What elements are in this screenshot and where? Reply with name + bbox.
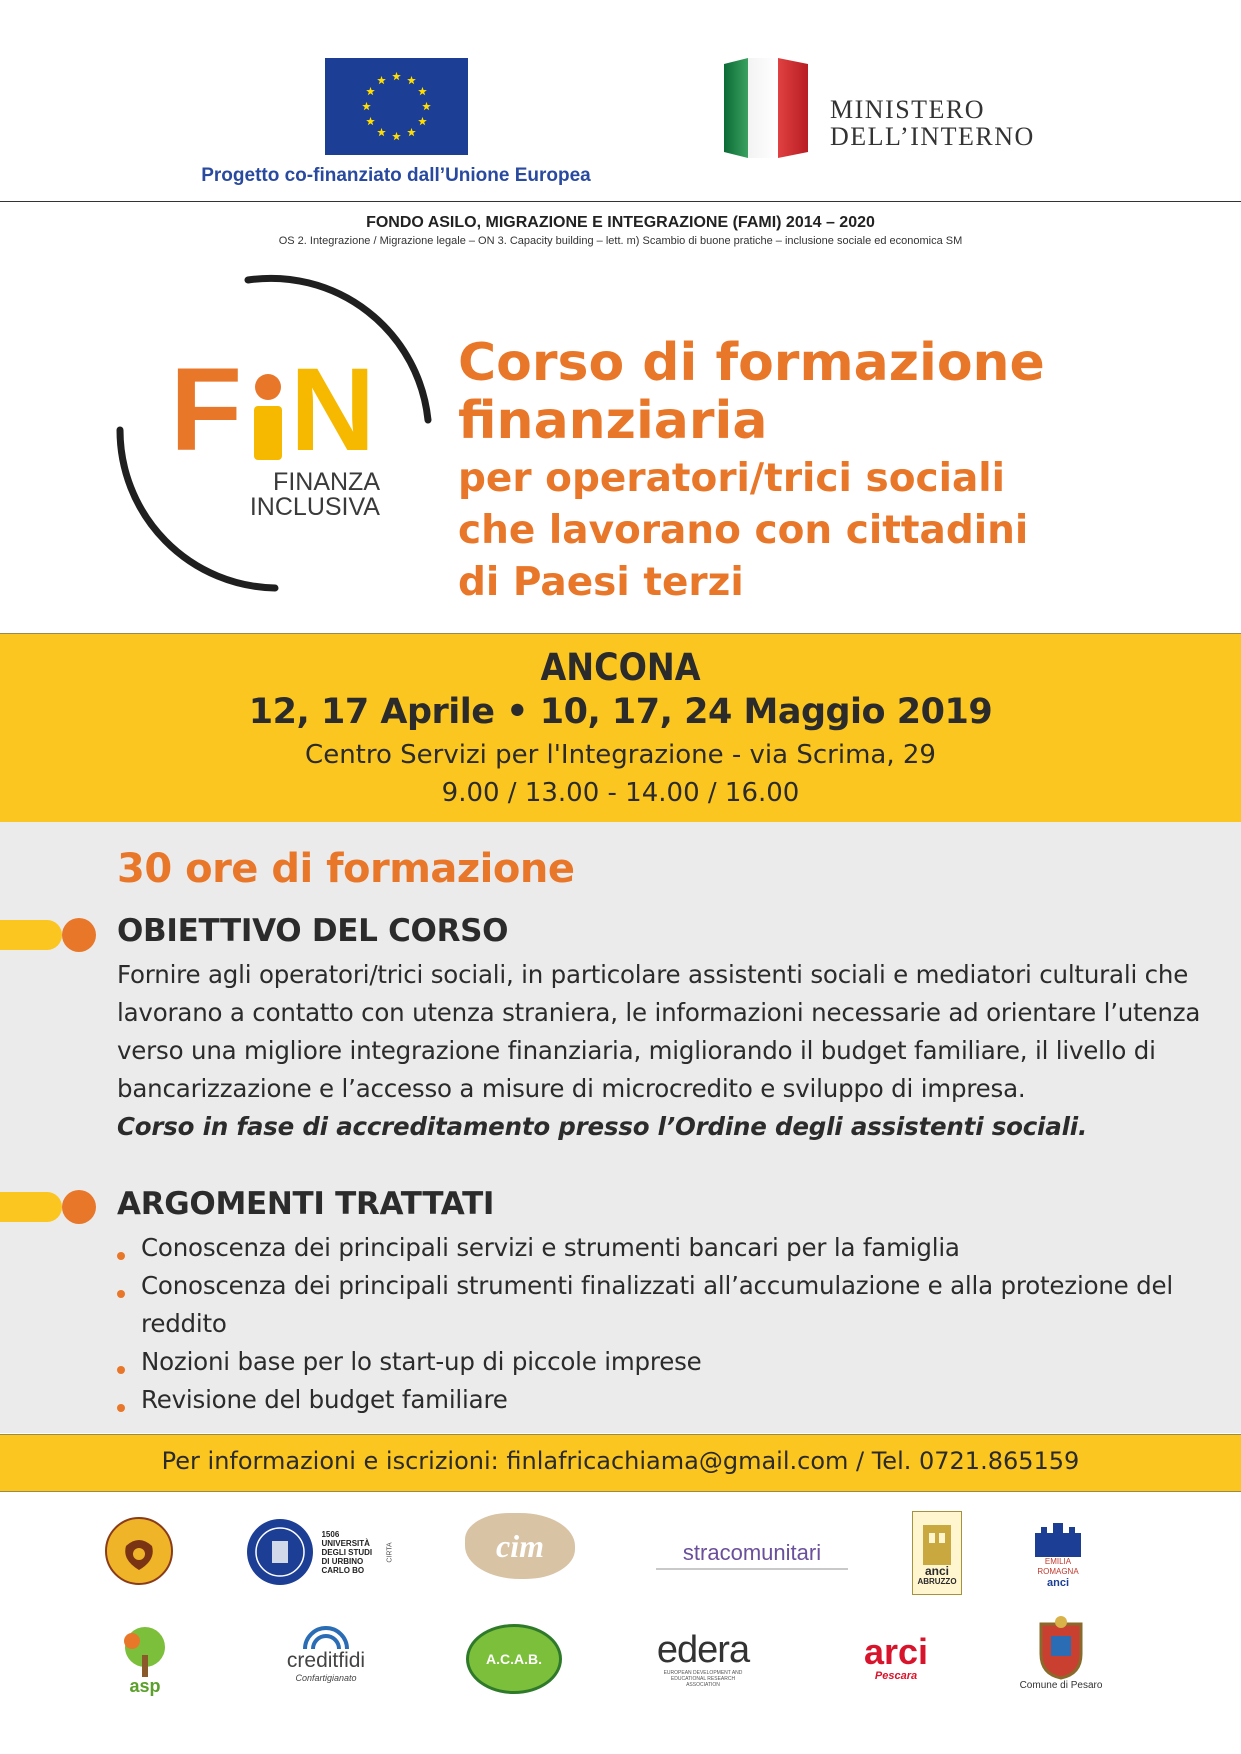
eu-star-icon [407,76,416,84]
eu-star-icon [422,102,431,110]
objective-heading: OBIETTIVO DEL CORSO [117,913,509,949]
section-marker-pill-icon [0,1192,62,1222]
title-line-2: finanziaria [458,391,768,451]
fund-title: FONDO ASILO, MIGRAZIONE E INTEGRAZIONE (FAMI) 2014 – 2020 [366,214,875,231]
list-item: Conoscenza dei principali servizi e strumenti bancari per la famiglia [117,1229,1197,1267]
urbino-year: 1506 [321,1529,340,1539]
section-marker-dot-icon [62,918,96,952]
arci-pescara-logo: arci Pescara [863,1631,929,1682]
eu-star-icon [362,102,371,110]
cim-logo: cim [465,1513,575,1579]
africa-chiama-logo [104,1516,174,1586]
eu-star-icon [418,87,427,95]
eu-star-icon [407,128,416,136]
edera-logo: edera EUROPEAN DEVELOPMENT AND EDUCATIONAL RESEARCH ASSOCIATION [656,1629,750,1688]
ministero-line-1: MINISTERO [830,95,986,124]
fin-sub-line-1: FINANZA [273,468,380,496]
eu-star-icon [418,117,427,125]
section-marker-pill-icon [0,920,62,950]
fin-logo-letter-n: N [290,344,376,476]
acab-logo: A.C.A.B. [466,1624,562,1694]
title-line-5: di Paesi terzi [458,560,744,605]
fund-subtitle: OS 2. Integrazione / Migrazione legale – ON 3. Capacity building – lett. m) Scambio di buone pratiche – inclusione sociale ed economica SM [278,235,963,247]
eu-star-icon [366,87,375,95]
contact-band [0,1434,1241,1492]
urbino-name-3: DI URBINO [321,1556,364,1566]
fin-logo-subtitle [230,470,380,520]
eu-star-icon [377,128,386,136]
urbino-university-logo [243,1516,403,1588]
creditfidi-logo: creditfidi Confartigianato [270,1618,382,1688]
eu-star-icon [377,76,386,84]
eu-caption: Progetto co-finanziato dall’Unione Europea [201,165,591,186]
fin-sub-line-2: INCLUSIVA [249,493,380,521]
ministero-interno-text [830,96,1035,150]
asp-logo: asp [104,1622,186,1698]
stracomunitari-logo: stracomunitari [656,1538,848,1570]
urbino-name-1: UNIVERSITÀ [321,1538,370,1548]
eu-flag-logo [325,58,468,155]
title-line-4: che lavorano con cittadini [458,508,1029,553]
list-item: Nozioni base per lo start-up di piccole imprese [117,1343,1197,1381]
italian-flag-logo [724,58,808,158]
eu-star-icon [366,117,375,125]
event-hours: 9.00 / 13.00 - 14.00 / 16.00 [441,778,800,808]
topics-heading: ARGOMENTI TRATTATI [117,1186,495,1222]
section-marker-dot-icon [62,1190,96,1224]
eu-stars-icon [325,58,468,155]
contact-info[interactable]: Per informazioni e iscrizioni: finlafricachiama@gmail.com / Tel. 0721.865159 [161,1447,1080,1475]
objective-text-block [117,956,1207,1146]
event-place: Centro Servizi per l'Integrazione - via Scrima, 29 [305,740,936,770]
anci-abruzzo-logo: anci ABRUZZO [912,1511,962,1595]
anci-emilia-romagna-logo: EMILIA ROMAGNA anci [1028,1516,1088,1592]
objective-text: Fornire agli operatori/trici sociali, in particolare assistenti sociali e mediatori culturali che lavorano a contatto con utenza straniera, le informazioni necessarie ad orientare l’utenza verso una migliore integrazione finanziaria, migliorando il budget familiare, il livello di bancarizzazione e l’accesso a misure di microcredito e sviluppo di impresa. [117,960,1201,1103]
urbino-side: CIRTA [386,1541,394,1563]
fin-logo-letter-f: F [170,344,243,476]
header-divider [0,201,1241,202]
urbino-name-4: CARLO BO [321,1565,365,1575]
title-line-3: per operatori/trici sociali [458,456,1006,501]
eu-star-icon [392,72,401,80]
list-item: Conoscenza dei principali strumenti finalizzati all’accumulazione e alla protezione del reddito [117,1267,1197,1343]
list-item: Revisione del budget familiare [117,1381,1197,1419]
event-city: ANCONA [540,646,701,689]
topics-list [117,1229,1197,1419]
ministero-line-2: DELL’INTERNO [830,122,1035,151]
comune-pesaro-logo: Comune di Pesaro [1016,1610,1106,1694]
title-line-1: Corso di formazione [458,333,1045,393]
event-dates: 12, 17 Aprile • 10, 17, 24 Maggio 2019 [248,692,993,732]
fin-logo-i-icon [252,374,284,460]
event-band [0,633,1241,823]
urbino-name-2: DEGLI STUDI [321,1547,373,1557]
eu-star-icon [392,132,401,140]
course-title [458,334,1228,606]
accreditation-note: Corso in fase di accreditamento presso l’Ordine degli assistenti sociali. [117,1112,1088,1141]
total-hours: 30 ore di formazione [117,846,575,892]
